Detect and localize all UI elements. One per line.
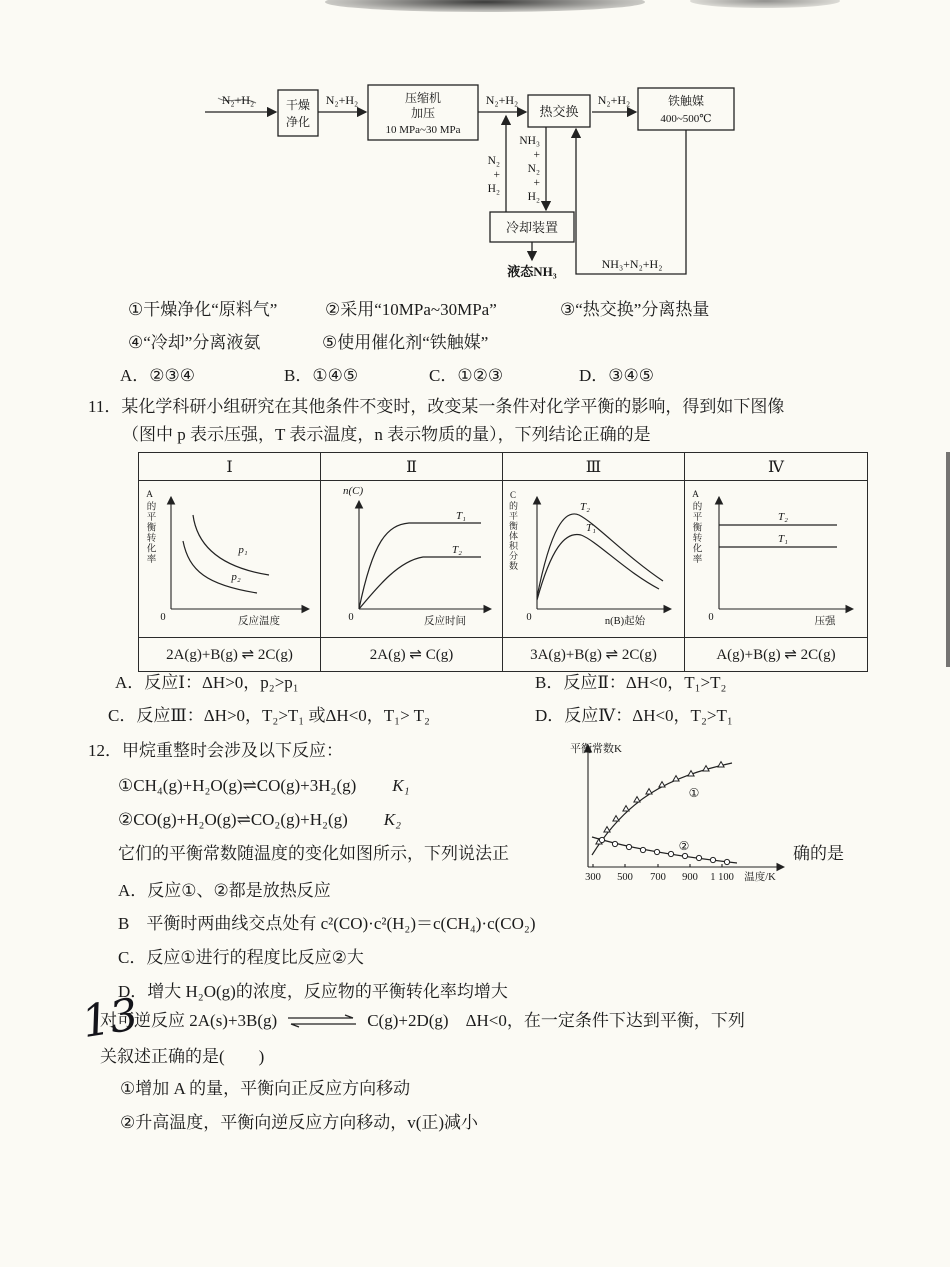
q11-graph-1-curve2-label: p₂ (231, 571, 241, 583)
q11-graph-2-origin: 0 (348, 612, 354, 623)
q11-table-header-1: Ⅰ (139, 453, 321, 481)
compressor-box (368, 85, 478, 140)
q13-item-1: ①增加 A 的量，平衡向正反应方向移动 (120, 1079, 411, 1098)
q10-choice-a: A．②③④ (120, 366, 195, 385)
stream-label-1: N₂+H₂ (325, 93, 359, 107)
q12-choice-a: A．反应①、②都是放热反应 (118, 881, 331, 900)
q12-curve-2-markers (599, 837, 729, 864)
q10-item-2: ②采用“10MPa~30MPa” (325, 300, 497, 319)
q11-graph-1-origin: 0 (160, 612, 166, 623)
q10-choice-b: B．①④⑤ (284, 366, 359, 385)
q11-graph-3-xlabel: n(B)起始 (604, 616, 646, 627)
equilibrium-arrow-icon (285, 1014, 359, 1028)
outlet-mixture-label: NH₃+N₂+H₂ (601, 257, 663, 271)
scan-edge-artifact (946, 452, 950, 667)
compressor-line1: 压缩机 (404, 91, 442, 105)
feed-arrow (205, 93, 276, 112)
q11-graph-3-ylabel: C的平衡体积分数 (508, 490, 518, 571)
q12-xtick-700: 700 (650, 872, 666, 883)
handwritten-question-number: 13 (78, 988, 142, 1049)
dry-box-line1: 干燥 (285, 98, 311, 112)
q11-graph-2-curve2-label: T₂ (452, 544, 462, 556)
q13-stem-line1 (100, 1010, 745, 1032)
q12-stem: 12．甲烷重整时会涉及以下反应： (88, 741, 343, 760)
heat-exchanger-label: 热交换 (539, 104, 579, 119)
q12-reaction-1-eq: ①CH₄(g)+H₂O(g)⇌CO(g)+3H₂(g) (118, 776, 357, 795)
q11-graph-3-origin: 0 (526, 612, 532, 623)
q11-graph-1-curve1-label: p₁ (238, 544, 248, 556)
scan-artifact-top (325, 0, 645, 12)
q10-item-1: ①干燥净化“原料气” (128, 300, 278, 319)
q12-curve-1 (592, 763, 732, 855)
q12-reaction-1-k: K₁ (392, 776, 410, 795)
q11-graph-2-cell (321, 481, 503, 638)
q12-note-left: 它们的平衡常数随温度的变化如图所示，下列说法正 (118, 844, 509, 863)
ammonia-synthesis-flow-diagram (180, 82, 760, 294)
q11-equation-4: A(g)+B(g) ⇌ 2C(g) (716, 647, 836, 663)
dry-purify-box (278, 90, 318, 136)
cooler-label: 冷却装置 (505, 220, 559, 235)
q13-stem-pre: 对可逆反应 2A(s)+3B(g) (100, 1011, 278, 1030)
q12-xtick-1100: 1 100 (710, 872, 734, 883)
curve-t2-peak (537, 514, 663, 597)
q11-choice-c: C．反应Ⅲ：ΔH>0，T₂>T₁ 或ΔH<0，T₁> T₂ (108, 706, 430, 725)
q11-stem-line2: （图中 p 表示压强，T 表示温度，n 表示物质的量），下列结论正确的是 (122, 425, 651, 444)
q11-graphs-table (138, 452, 868, 672)
q10-choice-c: C．①②③ (429, 366, 504, 385)
feed-stream-label: N₂+H₂ (221, 93, 255, 107)
stream-arrow-1 (318, 93, 366, 112)
q12-curve-1-markers (596, 762, 724, 844)
q11-graph-4-ylabel: A的平衡转化率 (690, 490, 701, 564)
q10-item-5: ⑤使用催化剂“铁触媒” (322, 333, 489, 352)
recycle-stack-0: N₂ (487, 155, 500, 167)
q11-graph-1-cell (139, 481, 321, 638)
curve-p1 (193, 515, 269, 575)
q12-curve-1-label: ① (688, 786, 700, 800)
q12-equilibrium-constant-figure (572, 737, 792, 889)
heat-exchanger-box (528, 95, 590, 127)
recycle-stack-1: + (493, 169, 500, 181)
q12-xtick-900: 900 (682, 872, 698, 883)
q11-graph-4-cell (685, 481, 867, 638)
q11-graph-3-cell (503, 481, 685, 638)
curve-t1 (359, 523, 481, 609)
q13-item-2: ②升高温度，平衡向逆反应方向移动，v(正)减小 (120, 1113, 479, 1132)
cooler-box (490, 212, 574, 242)
dry-box-line2: 净化 (285, 115, 311, 129)
cooler-outlet-line (507, 242, 557, 279)
q12-choice-d: D．增大 H₂O(g)的浓度，反应物的平衡转化率均增大 (118, 982, 508, 1001)
q11-graph-2-ylabel: n(C) (343, 485, 364, 497)
q12-xtick-300: 300 (585, 872, 601, 883)
compressor-line2: 加压 (410, 106, 436, 120)
q12-note-right: 确的是 (793, 844, 844, 863)
q12-xtick-500: 500 (617, 872, 633, 883)
q12-choice-c: C．反应①进行的程度比反应②大 (118, 948, 364, 967)
q11-choice-d: D．反应Ⅳ：ΔH<0，T₂>T₁ (535, 706, 733, 725)
q10-item-3: ③“热交换”分离热量 (560, 300, 710, 319)
mix-stack-3: + (533, 177, 540, 189)
q11-table-header-2: Ⅱ (321, 453, 503, 481)
mix-stack-0: NH₃ (519, 135, 540, 147)
q10-choice-d: D．③④⑤ (579, 366, 654, 385)
q11-choice-a: A．反应Ⅰ：ΔH>0，p₂>p₁ (115, 673, 299, 692)
curve-t1-peak (537, 534, 659, 600)
heat-to-cooler-line (519, 127, 546, 210)
q11-equation-3: 3A(g)+B(g) ⇌ 2C(g) (503, 638, 685, 671)
q11-graph-1-xlabel: 反应温度 (238, 616, 280, 627)
q13-stem-line2: 关叙述正确的是( ) (100, 1047, 265, 1066)
q12-figure-ylabel: 平衡常数K (570, 743, 622, 755)
q12-reaction-1 (118, 775, 410, 797)
catalyst-outlet-line (576, 129, 686, 274)
q11-equation-1: 2A(g)+B(g) ⇌ 2C(g) (139, 638, 321, 671)
mix-stack-4: H₂ (527, 191, 540, 203)
q12-curve-2-label: ② (678, 839, 690, 853)
q12-choice-b: B 平衡时两曲线交点处有 c²(CO)·c²(H₂)＝c(CH₄)·c(CO₂) (118, 914, 536, 933)
q11-graph-4-xlabel: 压强 (814, 616, 836, 627)
q11-graph-2-xlabel: 反应时间 (424, 616, 466, 627)
q11-stem-line1: 11．某化学科研小组研究在其他条件不变时，改变某一条件对化学平衡的影响，得到如下图像 (88, 397, 785, 416)
q11-graph-4-curve1-label: T₂ (778, 511, 788, 523)
mix-stack-1: + (533, 149, 540, 161)
catalyst-line2: 400~500℃ (660, 113, 712, 125)
q12-figure-xlabel: 温度/K (744, 872, 776, 883)
recycle-stack-2: H₂ (487, 183, 500, 195)
q11-table-header-4: Ⅳ (685, 453, 867, 481)
stream-label-3: N₂+H₂ (597, 93, 631, 107)
q11-table-header-3: Ⅲ (503, 453, 685, 481)
curve-t2 (359, 557, 481, 609)
q11-graph-4-curve2-label: T₁ (778, 533, 788, 545)
q11-graph-1-ylabel: A的平衡转化率 (144, 490, 155, 564)
catalyst-line1: 铁触媒 (667, 94, 705, 108)
q12-reaction-2 (118, 809, 401, 831)
liquid-ammonia-label: 液态NH₃ (507, 264, 557, 279)
mix-stack-2: N₂ (527, 163, 540, 175)
q11-graph-3-curve1-label: T₂ (580, 501, 590, 513)
q12-reaction-2-eq: ②CO(g)+H₂O(g)⇌CO₂(g)+H₂(g) (118, 810, 348, 829)
q11-choice-b: B．反应Ⅱ：ΔH<0，T₁>T₂ (535, 673, 727, 692)
q13-stem-post: C(g)+2D(g) ΔH<0，在一定条件下达到平衡，下列 (367, 1011, 745, 1030)
stream-label-2: N₂+H₂ (485, 93, 519, 107)
q10-item-4: ④“冷却”分离液氨 (128, 333, 261, 352)
q11-graph-3-curve2-label: T₁ (586, 522, 596, 534)
recycle-line (488, 116, 506, 212)
stream-arrow-2 (478, 93, 526, 112)
q11-equation-2: 2A(g) ⇌ C(g) (321, 638, 503, 671)
compressor-line3: 10 MPa~30 MPa (385, 124, 461, 136)
scan-artifact-top-right (690, 0, 840, 8)
q12-reaction-2-k: K₂ (383, 810, 402, 829)
q11-graph-2-curve1-label: T₁ (456, 510, 466, 522)
catalyst-box (638, 88, 734, 130)
stream-arrow-3 (592, 93, 636, 112)
q11-graph-4-origin: 0 (708, 612, 714, 623)
